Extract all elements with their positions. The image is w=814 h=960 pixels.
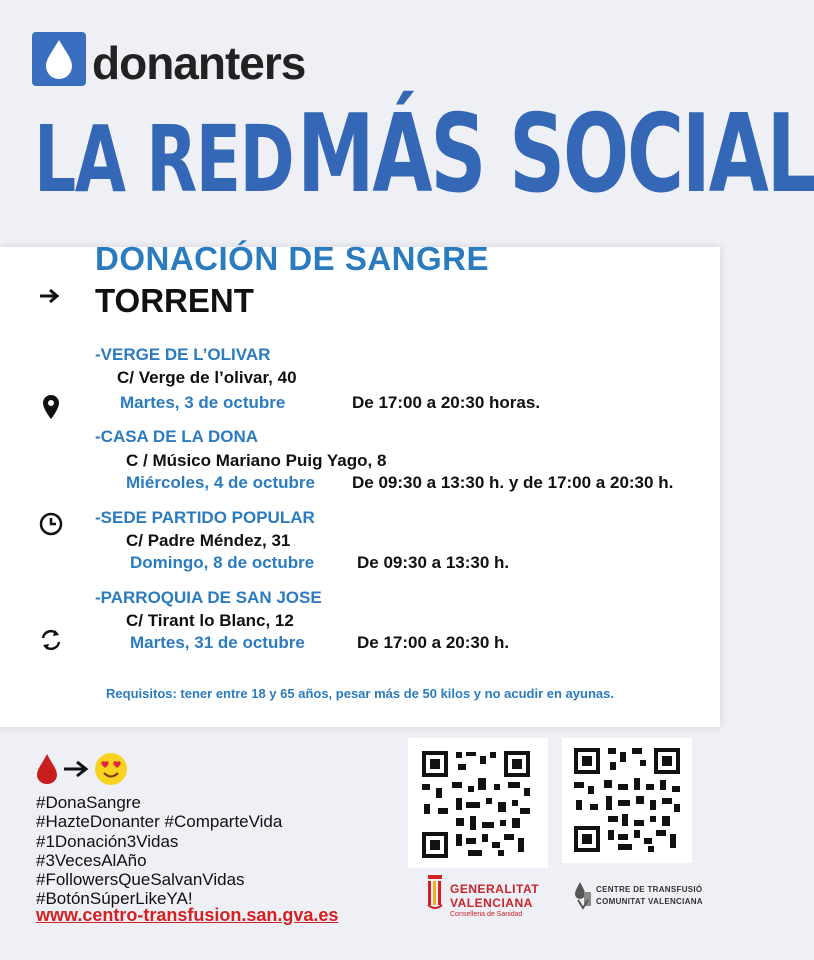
location-address: C/ Padre Méndez, 31 xyxy=(126,531,291,550)
location-name: -CASA DE LA DONA xyxy=(95,427,259,446)
location-hours: De 17:00 a 20:30 horas. xyxy=(352,393,541,412)
qr-code-icon[interactable] xyxy=(408,738,548,868)
gva-logo-line2: VALENCIANA xyxy=(450,896,533,910)
town-name: TORRENT xyxy=(95,282,254,319)
headline-light: LA RED xyxy=(34,106,294,213)
gva-logo-line3: Conselleria de Sanidad xyxy=(450,911,523,918)
ctcv-logo-line2: COMUNITAT VALENCIANA xyxy=(596,897,703,906)
hashtag: #1Donación3Vidas xyxy=(36,832,179,851)
hashtag: #DonaSangre xyxy=(36,793,141,812)
location-address: C/ Tirant lo Blanc, 12 xyxy=(126,611,294,630)
clock-icon xyxy=(36,509,66,539)
requirements-note: Requisitos: tener entre 18 y 65 años, pesar más de 50 kilos y no acudir en ayunas. xyxy=(106,686,614,701)
blood-drop-icon xyxy=(34,752,64,784)
brand-name: donanters xyxy=(92,37,306,89)
hashtag: #FollowersQueSalvanVidas xyxy=(36,870,245,889)
qr-code-icon[interactable] xyxy=(562,738,692,863)
brand-logo-icon xyxy=(32,32,86,86)
location-address: C / Músico Mariano Puig Yago, 8 xyxy=(126,451,387,470)
location-pin-icon xyxy=(36,392,66,422)
location-name: -PARROQUIA DE SAN JOSE xyxy=(95,588,322,607)
refresh-icon xyxy=(36,625,66,655)
location-hours: De 09:30 a 13:30 h. y de 17:00 a 20:30 h. xyxy=(352,473,674,492)
heart-eyes-smiley-icon xyxy=(94,752,128,786)
gva-logo-line1: GENERALITAT xyxy=(450,882,540,896)
arrow-right-icon xyxy=(36,281,66,311)
website-link[interactable]: www.centro-transfusion.san.gva.es xyxy=(36,905,339,925)
location-date: Martes, 3 de octubre xyxy=(120,393,286,412)
hashtag: #HazteDonanter #ComparteVida xyxy=(36,812,283,831)
location-hours: De 17:00 a 20:30 h. xyxy=(357,633,510,652)
location-date: Domingo, 8 de octubre xyxy=(130,553,315,572)
location-date: Miércoles, 4 de octubre xyxy=(126,473,315,492)
event-title: DONACIÓN DE SANGRE xyxy=(95,240,490,277)
generalitat-emblem-icon xyxy=(426,873,446,911)
headline-heavy: MÁS SOCIAL xyxy=(297,92,814,217)
location-name: -VERGE DE L’OLIVAR xyxy=(95,345,271,364)
location-date: Martes, 31 de octubre xyxy=(130,633,305,652)
hashtag: #BotónSúperLikeYA! xyxy=(36,889,193,908)
headline xyxy=(34,92,814,241)
ctcv-emblem-icon xyxy=(574,880,594,910)
location-address: C/ Verge de l’olivar, 40 xyxy=(117,368,297,387)
location-hours: De 09:30 a 13:30 h. xyxy=(357,553,510,572)
ctcv-logo-line1: CENTRE DE TRANSFUSIÓ xyxy=(596,885,703,894)
arrow-right-icon xyxy=(62,757,92,781)
location-name: -SEDE PARTIDO POPULAR xyxy=(95,508,315,527)
hashtag: #3VecesAlAño xyxy=(36,851,147,870)
